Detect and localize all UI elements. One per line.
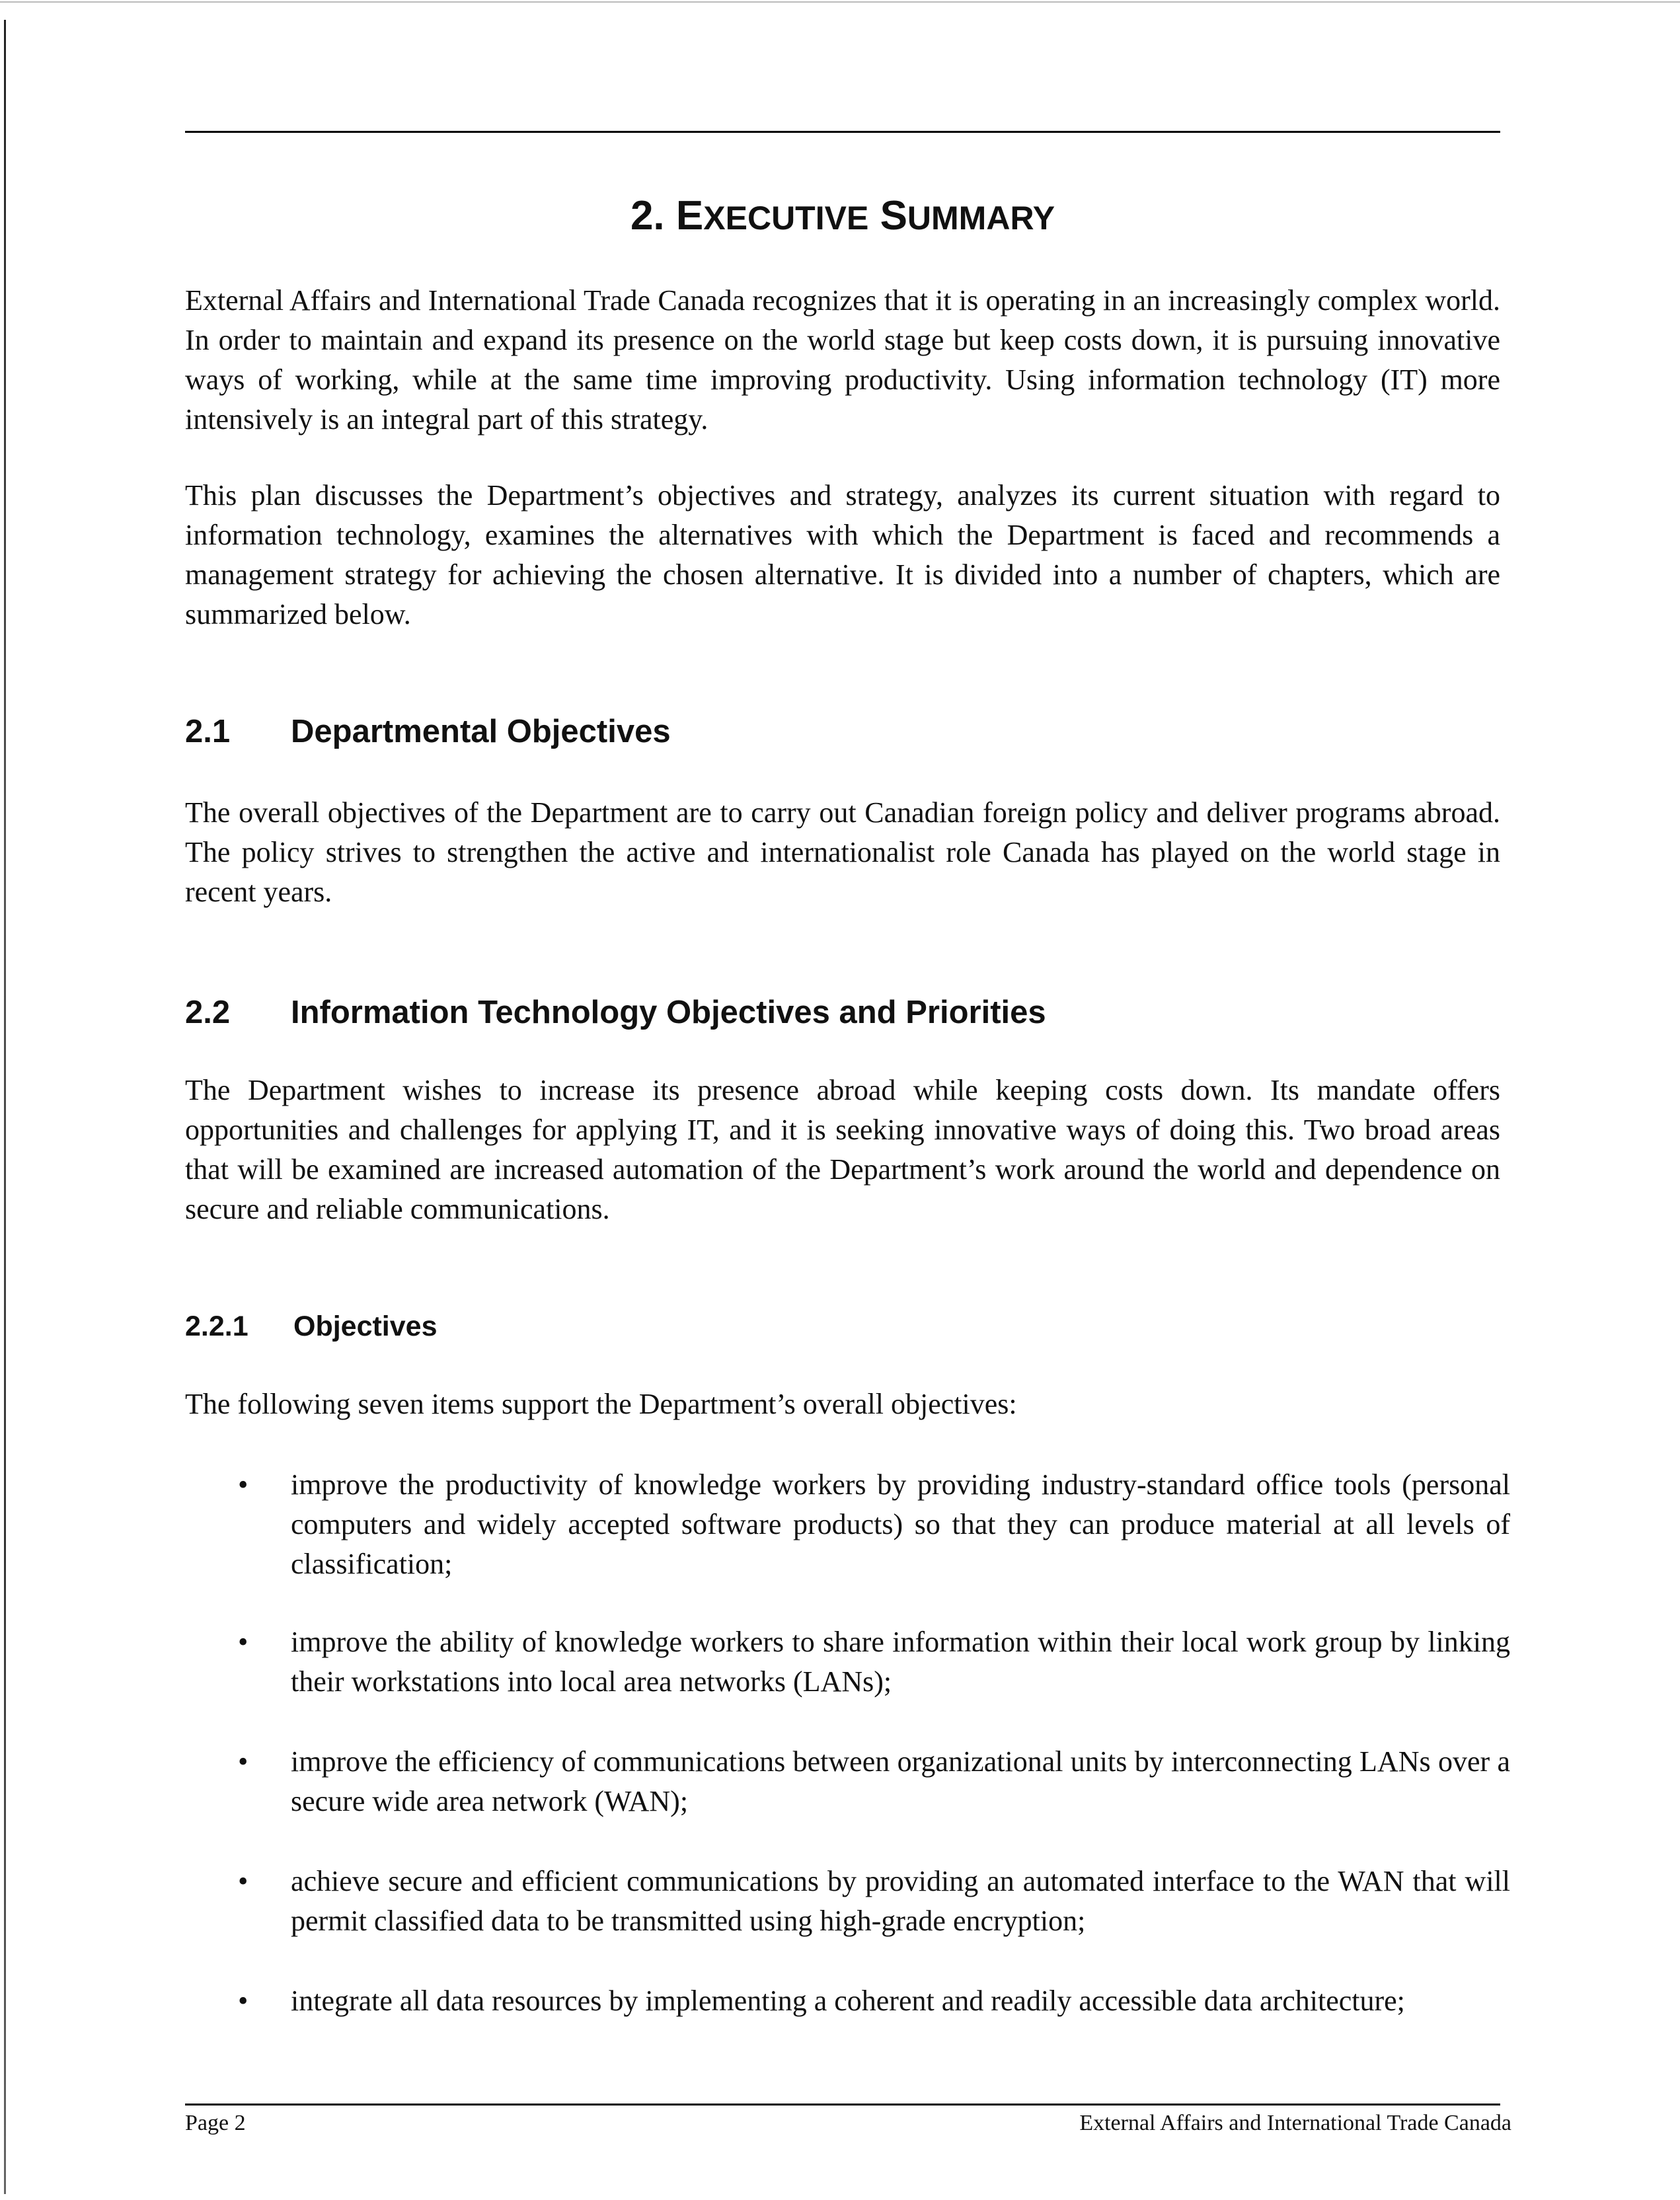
list-item-text: improve the efficiency of communications between organizational units by interconnecting LANs over a secure wide area network (WAN);: [291, 1745, 1510, 1817]
list-item: [238, 1465, 1510, 1584]
bullet-icon: •: [238, 1985, 248, 2017]
title-word-initial: E: [675, 193, 704, 239]
subsection-title: Objectives: [293, 1310, 438, 1342]
subsection-heading-2-2-1: [185, 1307, 438, 1346]
bullet-icon: •: [238, 1468, 248, 1501]
intro-paragraph-1: External Affairs and International Trade Canada recognizes that it is operating in an increasingly complex world. In order to maintain and expand its presence on the world stage but keep costs down, it is pursuing innovative ways of working, while at the same time improving productivity. Using information technology (IT) more intensively is an integral part of this strategy.: [185, 284, 1500, 436]
list-item-text: improve the productivity of knowledge workers by providing industry-standard office tools (personal computers and widely accepted software products) so that they can produce material at all levels of classification;: [291, 1468, 1510, 1580]
page-title: [185, 186, 1500, 248]
section-heading-2-1: [185, 710, 671, 753]
title-word-rest: XECUTIVE: [703, 200, 869, 237]
list-item-text: integrate all data resources by implementing a coherent and readily accessible data architecture;: [291, 1985, 1405, 2017]
bullet-icon: •: [238, 1626, 248, 1658]
section-title: Information Technology Objectives and Priorities: [291, 995, 1046, 1030]
section-paragraph-2-2: The Department wishes to increase its presence abroad while keeping costs down. Its mandate offers opportunities and challenges for applying IT, and it is seeking innovative ways of doing this. Two broad areas that will be examined are increased automation of the Department’s work around the world and dependence on secure and reliable communications.: [185, 1074, 1500, 1225]
section-paragraph-2-1: The overall objectives of the Department are to carry out Canadian foreign policy and deliver programs abroad. The policy strives to strengthen the active and internationalist role Canada has played on the world stage in recent years.: [185, 796, 1500, 908]
list-item: [238, 1862, 1510, 1941]
footer-rule: [185, 2104, 1500, 2105]
footer-organization: External Affairs and International Trade Canada: [1079, 2111, 1511, 2135]
section-title: Departmental Objectives: [291, 714, 671, 749]
title-text: [676, 193, 1055, 239]
subsection-intro: The following seven items support the Department’s overall objectives:: [185, 1388, 1017, 1420]
section-heading-2-2: [185, 991, 1046, 1034]
scan-left-edge: [4, 20, 6, 2194]
title-number: 2.: [630, 193, 665, 239]
section-number: 2.1: [185, 714, 231, 749]
title-word-initial: S: [880, 193, 907, 239]
title-word-rest: UMMARY: [907, 200, 1055, 237]
list-item-text: achieve secure and efficient communications by providing an automated interface to the WAN that will permit classified data to be transmitted using high-grade encryption;: [291, 1865, 1510, 1937]
scan-top-edge: [0, 1, 1680, 3]
subsection-number: 2.2.1: [185, 1310, 248, 1342]
header-rule: [185, 131, 1500, 133]
bullet-icon: •: [238, 1865, 248, 1897]
list-item: [238, 1622, 1510, 1702]
section-number: 2.2: [185, 995, 231, 1030]
bullet-icon: •: [238, 1745, 248, 1778]
page-number: Page 2: [185, 2111, 246, 2135]
intro-paragraph-2: This plan discusses the Department’s objectives and strategy, analyzes its current situation with regard to information technology, examines the alternatives with which the Department is faced and recommends a management strategy for achieving the chosen alternative. It is divided into a number of chapters, which are summarized below.: [185, 479, 1500, 630]
list-item-text: improve the ability of knowledge workers to share information within their local work group by linking their workstations into local area networks (LANs);: [291, 1626, 1510, 1698]
list-item: [238, 1742, 1510, 1821]
list-item: [238, 1981, 1510, 2021]
